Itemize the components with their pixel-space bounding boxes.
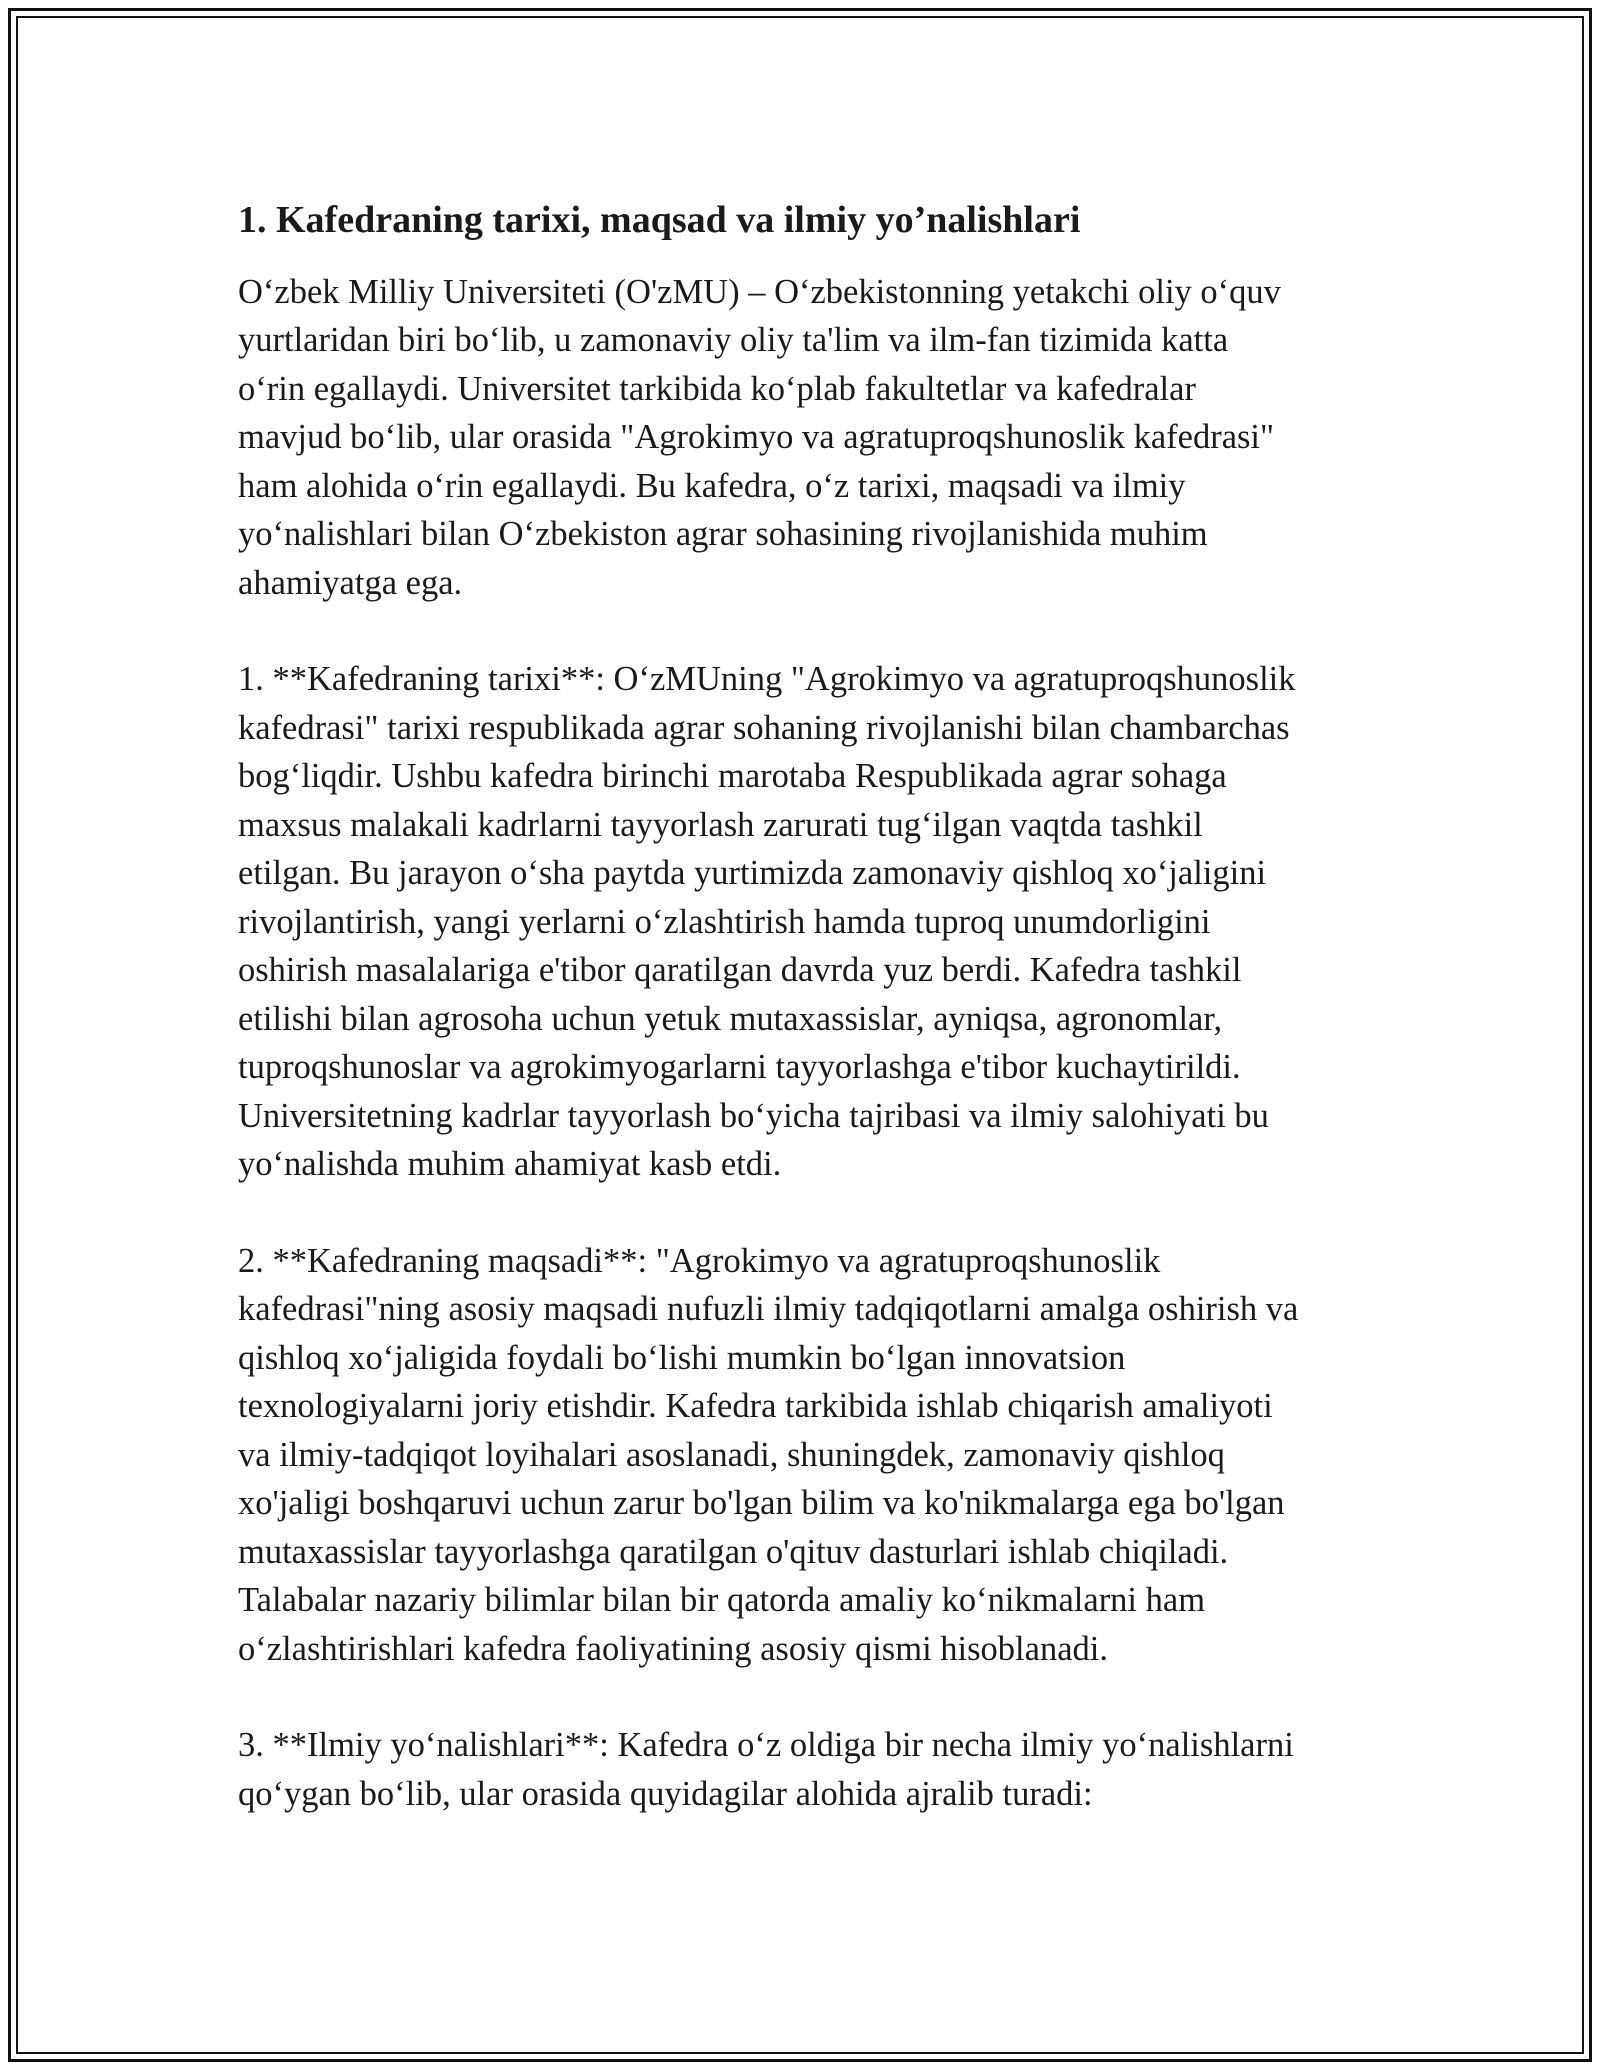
- page-border: [8, 8, 1592, 2062]
- paragraph-research-directions: 3. **Ilmiy yo‘nalishlari**: Kafedra o‘z oldiga bir necha ilmiy yo‘nalishlarni qo‘ygan bo‘lib, ular orasida quyidagilar alohida ajralib turadi:: [238, 1726, 1294, 1813]
- paragraph-history: 1. **Kafedraning tarixi**: O‘zMUning "Agrokimyo va agratuproqshunoslik kafedrasi" tarixi respublikada agrar sohaning rivojlanishi bilan chambarchas bog‘liqdir. Ushbu kafedra birinchi marotaba Respublikada agrar sohaga maxsus malakali kadrlarni tayyorlash zarurati tug‘ilgan vaqtda tashkil etilgan. Bu jarayon o‘sha paytda yurtimizda zamonaviy qishloq xo‘jaligini rivojlantirish, yangi yerlarni o‘zlashtirish hamda tuproq unumdorligini oshirish masalalariga e'tibor qaratilgan davrda yuz berdi. Kafedra tashkil etilishi bilan agrosoha uchun yetuk mutaxassislar, ayniqsa, agronomlar, tuproqshunoslar va agrokimyogarlarni tayyorlashga e'tibor kuchaytirildi. Universitetning kadrlar tayyorlash bo‘yicha tajribasi va ilmiy salohiyati bu yo‘nalishda muhim ahamiyat kasb etdi.: [238, 660, 1296, 1184]
- page-inner-border: [16, 16, 1584, 2054]
- document-title: 1. Kafedraning tarixi, maqsad va ilmiy yo’nalishlari: [238, 199, 1081, 241]
- paragraph-intro: O‘zbek Milliy Universiteti (O'zMU) – O‘zbekistonning yetakchi oliy o‘quv yurtlaridan biri bo‘lib, u zamonaviy oliy ta'lim va ilm-fan tizimida katta o‘rin egallaydi. Universitet tarkibida ko‘plab fakultetlar va kafedralar mavjud bo‘lib, ular orasida "Agrokimyo va agratuproqshunoslik kafedrasi" ham alohida o‘rin egallaydi. Bu kafedra, o‘z tarixi, maqsadi va ilmiy yo‘nalishlari bilan O‘zbekiston agrar sohasining rivojlanishida muhim ahamiyatga ega.: [238, 272, 1281, 602]
- paragraph-goal: 2. **Kafedraning maqsadi**: "Agrokimyo va agratuproqshunoslik kafedrasi"ning asosiy maqsadi nufuzli ilmiy tadqiqotlarni amalga oshirish va qishloq xo‘jaligida foydali bo‘lishi mumkin bo‘lgan innovatsion texnologiyalarni joriy etishdir. Kafedra tarkibida ishlab chiqarish amaliyoti va ilmiy-tadqiqot loyihalari asoslanadi, shuningdek, zamonaviy qishloq xo'jaligi boshqaruvi uchun zarur bo'lgan bilim va ko'nikmalarga ega bo'lgan mutaxassislar tayyorlashga qaratilgan o'qituv dasturlari ishlab chiqiladi. Talabalar nazariy bilimlar bilan bir qatorda amaliy ko‘nikmalarni ham o‘zlashtirishlari kafedra faoliyatining asosiy qismi hisoblanadi.: [238, 1241, 1299, 1668]
- document-body: [238, 198, 1408, 1866]
